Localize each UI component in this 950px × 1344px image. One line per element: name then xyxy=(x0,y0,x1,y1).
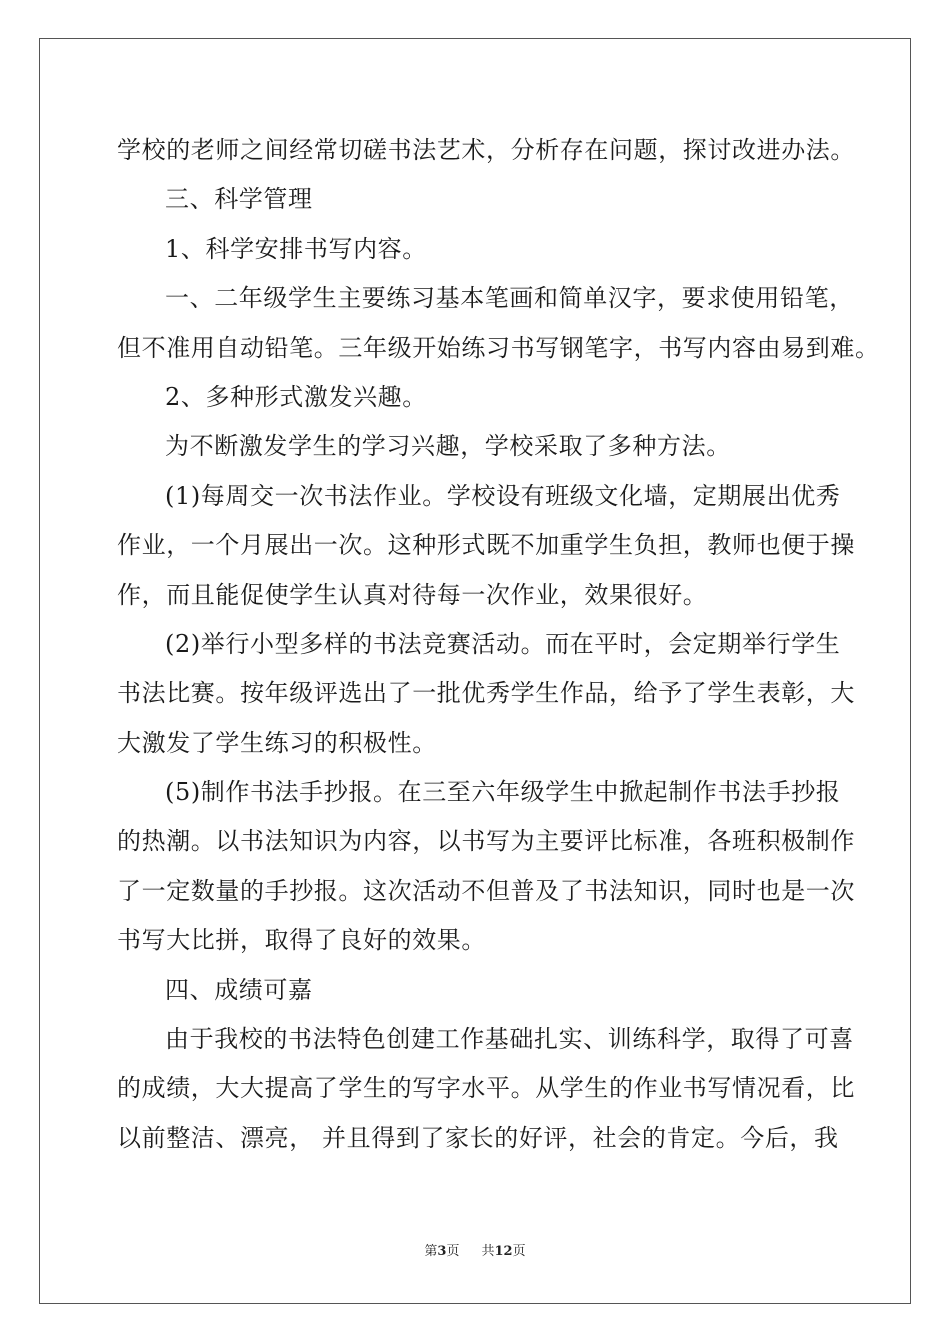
text-line: 了一定数量的手抄报。这次活动不但普及了书法知识，同时也是一次 xyxy=(117,876,855,905)
text-line: 书法比赛。按年级评选出了一批优秀学生作品，给予了学生表彰，大 xyxy=(117,679,855,708)
text-line: 三、科学管理 xyxy=(165,185,313,214)
text-line: (5)制作书法手抄报。在三至六年级学生中掀起制作书法手抄报 xyxy=(165,778,841,807)
text-line: 但不准用自动铅笔。三年级开始练习书写钢笔字，书写内容由易到难。 xyxy=(117,333,880,362)
text-line: (2)举行小型多样的书法竞赛活动。而在平时，会定期举行学生 xyxy=(165,629,841,658)
total-suffix: 页 xyxy=(512,1244,526,1259)
page-number: 3 xyxy=(437,1244,447,1259)
text-line: 1、科学安排书写内容。 xyxy=(165,234,427,263)
text-line: 为不断激发学生的学习兴趣，学校采取了多种方法。 xyxy=(165,432,731,461)
text-line: 一、二年级学生主要练习基本笔画和简单汉字，要求使用铅笔， xyxy=(165,284,854,313)
text-line: 四、成绩可嘉 xyxy=(165,975,313,1004)
text-line: 大激发了学生练习的积极性。 xyxy=(117,728,437,757)
text-line: 以前整洁、漂亮， 并且得到了家长的好评，社会的肯定。今后，我 xyxy=(117,1123,839,1152)
text-line: 由于我校的书法特色创建工作基础扎实、训练科学，取得了可喜 xyxy=(165,1025,854,1054)
text-line: 学校的老师之间经常切磋书法艺术，分析存在问题，探讨改进办法。 xyxy=(117,136,855,164)
page-suffix: 页 xyxy=(446,1244,460,1259)
page-footer xyxy=(0,1240,950,1259)
total-prefix: 共 xyxy=(481,1244,495,1259)
text-line: 书写大比拼，取得了良好的效果。 xyxy=(117,926,486,955)
text-line: 作业，一个月展出一次。这种形式既不加重学生负担，教师也便于操 xyxy=(117,531,855,560)
document-body xyxy=(117,126,880,1163)
page-prefix: 第 xyxy=(424,1244,438,1259)
text-line: (1)每周交一次书法作业。学校设有班级文化墙，定期展出优秀 xyxy=(165,481,841,510)
text-line: 的成绩，大大提高了学生的写字水平。从学生的作业书写情况看，比 xyxy=(117,1074,855,1103)
text-line: 2、多种形式激发兴趣。 xyxy=(165,382,427,411)
text-line: 的热潮。以书法知识为内容，以书写为主要评比标准，各班积极制作 xyxy=(117,827,855,856)
text-line: 作，而且能促使学生认真对待每一次作业，效果很好。 xyxy=(117,580,708,609)
total-pages: 12 xyxy=(494,1244,513,1259)
